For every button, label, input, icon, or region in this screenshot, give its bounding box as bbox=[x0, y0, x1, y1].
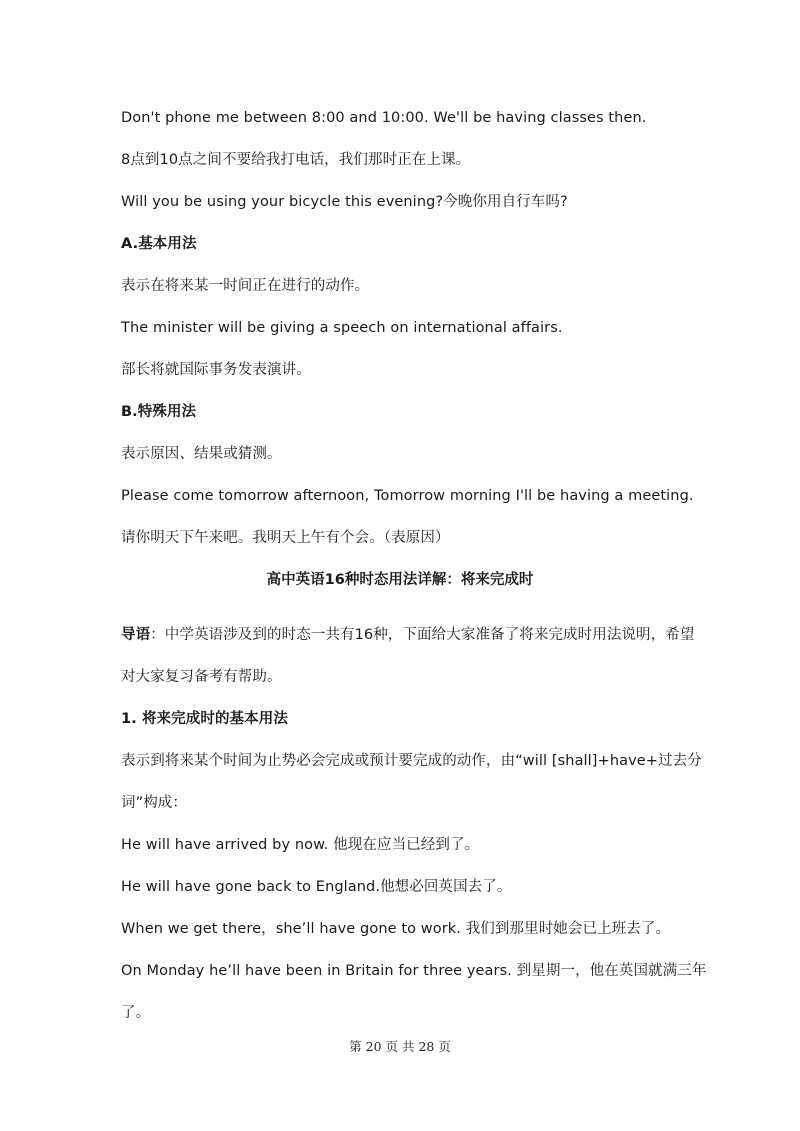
text-line: Please come tomorrow afternoon, Tomorrow morning I'll be having a meeting. bbox=[121, 488, 694, 504]
example-line: He will have arrived by now. 他现在应当已经到了。 bbox=[121, 837, 480, 853]
example-line: He will have gone back to England.他想必回英国去了。 bbox=[121, 879, 512, 895]
intro-label: 导语 bbox=[121, 627, 151, 643]
text-line: Don't phone me between 8:00 and 10:00. We'll be having classes then. bbox=[121, 110, 647, 126]
example-line: 了。 bbox=[121, 1005, 151, 1021]
heading-1: 1. 将来完成时的基本用法 bbox=[121, 711, 288, 727]
example-line: When we get there，she’ll have gone to work. 我们到那里时她会已上班去了。 bbox=[121, 921, 671, 937]
text-line: 表示到将来某个时间为止势必会完成或预计要完成的动作，由“will [shall]+have+过去分 bbox=[121, 753, 702, 769]
text-line: Will you be using your bicycle this evening?今晚你用自行车吗? bbox=[121, 194, 568, 210]
text-line: 对大家复习备考有帮助。 bbox=[121, 669, 282, 685]
text-line: 8点到10点之间不要给我打电话，我们那时正在上课。 bbox=[121, 152, 471, 168]
intro-paragraph bbox=[121, 625, 700, 645]
text-line: 请你明天下午来吧。我明天上午有个会。（表原因） bbox=[121, 530, 450, 546]
text-line: 部长将就国际事务发表演讲。 bbox=[121, 362, 311, 378]
example-line: On Monday he’ll have been in Britain for three years. 到星期一，他在英国就满三年 bbox=[121, 963, 707, 979]
text-line: 表示在将来某一时间正在进行的动作。 bbox=[121, 278, 370, 294]
section-title: 高中英语16种时态用法详解：将来完成时 bbox=[266, 572, 534, 588]
text-line: The minister will be giving a speech on international affairs. bbox=[121, 320, 563, 336]
subheading-a: A.基本用法 bbox=[121, 236, 197, 252]
page-footer: 第 20 页 共 28 页 bbox=[349, 1039, 451, 1054]
intro-text: ：中学英语涉及到的时态一共有16种，下面给大家准备了将来完成时用法说明，希望 bbox=[150, 627, 695, 643]
text-line: 表示原因、结果或猜测。 bbox=[121, 446, 282, 462]
subheading-b: B.特殊用法 bbox=[121, 404, 197, 420]
text-line: 词”构成： bbox=[121, 795, 188, 811]
